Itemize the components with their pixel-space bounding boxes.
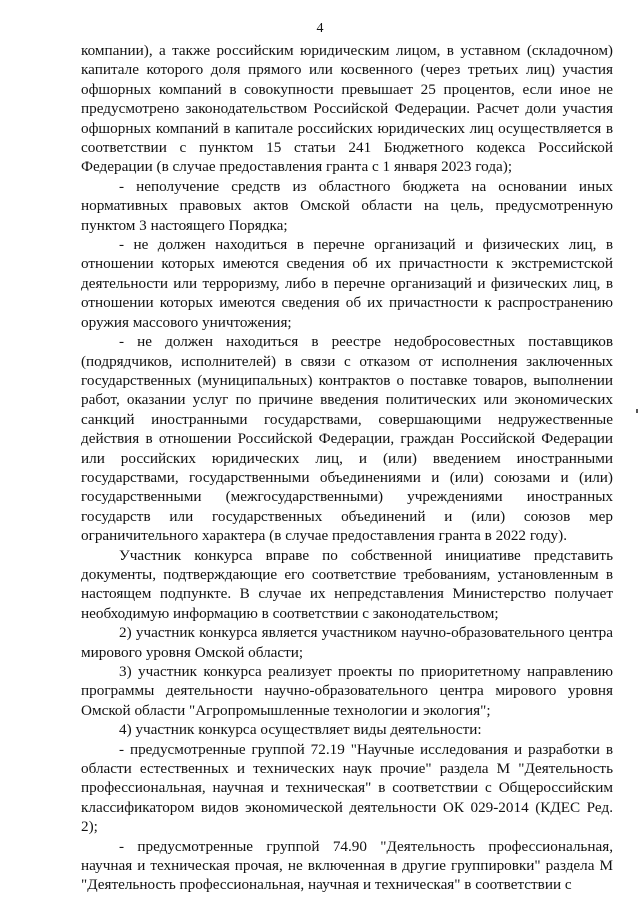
paragraph-item-4: 4) участник конкурса осуществляет виды деятельности:: [119, 721, 482, 739]
margin-scan-mark: [636, 409, 638, 413]
paragraph-unfair-suppliers-registry: - не должен находиться в реестре недобросовестных поставщиков (подрядчиков, исполнителей) в связи с отказом от исполнения заключенных государственных (муниципальных) контрактов о поставке товаров, выполнении работ, оказании услуг по причине введения политических или экономических санкций иностранными государствами, совершающими недружественные действия в отношении Российской Федерации, граждан Российской Федерации или российских юридических лиц, и (или) введением иностранными государствами, государственными объединениями и (или) союзами и (или) государственными (межгосударственными) учреждениями иностранных государств или государственных объединений и (или) союзов мер ограничительного характера (в случае предоставления гранта в 2022 году).: [81, 333, 613, 545]
paragraph-item-2: 2) участник конкурса является участником научно-образовательного центра мирового уровня Омской области;: [81, 624, 613, 661]
paragraph-own-initiative-documents: Участник конкурса вправе по собственной инициативе представить документы, подтверждающие его соответствие требованиям, установленным в настоящем подпункте. В случае их непредставления Министерство получает необходимую информацию в соответствии с законодательством;: [81, 546, 613, 622]
paragraph-group-74-90: - предусмотренные группой 74.90 "Деятельность профессиональная, научная и техническая прочая, не включенная в другие группировки" раздела М "Деятельность профессиональная, научная и техническая" в соответствии с: [81, 837, 613, 894]
paragraph-extremism-list: - не должен находиться в перечне организаций и физических лиц, в отношении которых имеются сведения об их причастности к экстремистской деятельности или терроризму, либо в перечне организаций и физических лиц, в отношении которых имеются сведения об их причастности к распространению оружия массового уничтожения;: [81, 236, 613, 331]
paragraph-offshore-companies: компании), а также российским юридическим лицом, в уставном (складочном) капитале которого доля прямого или косвенного (через третьих лиц) участия офшорных компаний в совокупности превышает 25 процентов, если иное не предусмотрено законодательством Российской Федерации. Расчет доли участия офшорных компаний в капитале российских юридических лиц осуществляется в соответствии с пунктом 15 статьи 241 Бюджетного кодекса Российской Федерации (в случае предоставления гранта с 1 января 2023 года);: [81, 42, 613, 176]
paragraph-item-3: 3) участник конкурса реализует проекты по приоритетному направлению программы деятельности научно-образовательного центра мирового уровня Омской области "Агропромышленные технологии и экология";: [81, 663, 613, 719]
document-body: [81, 41, 613, 895]
paragraph-no-regional-funds: - неполучение средств из областного бюджета на основании иных нормативных правовых актов Омской области на цель, предусмотренную пунктом 3 настоящего Порядка;: [81, 177, 613, 234]
paragraph-group-72-19: - предусмотренные группой 72.19 "Научные исследования и разработки в области естественных и технических наук прочие" раздела М "Деятельность профессиональная, научная и техническая" в соответствии с Общероссийским классификатором видов экономической деятельности ОК 029-2014 (КДЕС Ред. 2);: [81, 740, 613, 836]
page-number: 4: [316, 21, 324, 36]
